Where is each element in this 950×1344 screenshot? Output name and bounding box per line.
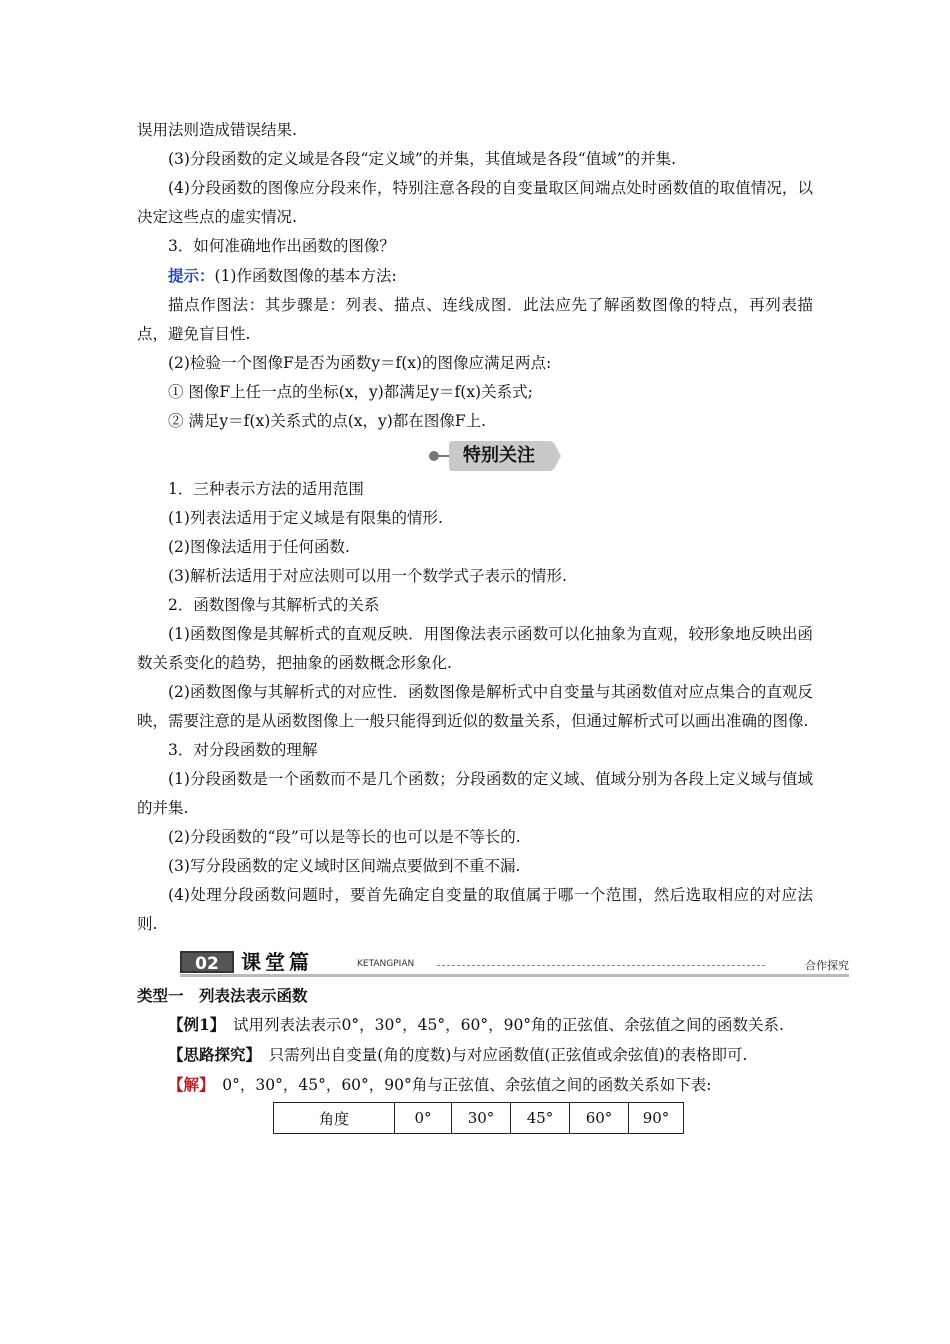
paragraph: (1)函数图像是其解析式的直观反映．用图像法表示函数可以化抽象为直观，较形象地反映出函数关系变化的趋势，把抽象的函数概念形象化. xyxy=(137,625,813,672)
paragraph: (3)写分段函数的定义域时区间端点要做到不重不漏. xyxy=(168,857,521,875)
table-header-cell: 45° xyxy=(511,1103,570,1134)
section-pinyin: KETANGPIAN xyxy=(357,959,415,969)
paragraph: (2)分段函数的“段”可以是等长的也可以是不等长的. xyxy=(168,828,521,846)
section-header-ketangpian xyxy=(137,947,849,977)
section-right-label: 合作探究 xyxy=(805,959,849,972)
example-label: 【例1】 xyxy=(168,1015,218,1034)
paragraph: 描点作图法：其步骤是：列表、描点、连线成图．此法应先了解函数图像的特点，再列表描点，避免盲目性. xyxy=(137,296,813,343)
paragraph: (4)处理分段函数问题时，要首先确定自变量的取值属于哪一个范围，然后选取相应的对应法则. xyxy=(137,886,813,933)
table-header-cell: 60° xyxy=(570,1103,629,1134)
solution-text: 0°，30°，45°，60°，90°角与正弦值、余弦值之间的函数关系如下表: xyxy=(206,1076,712,1094)
idea-paragraph xyxy=(137,1040,813,1070)
subheading: 1．三种表示方法的适用范围 xyxy=(168,480,364,498)
paragraph: (4)分段函数的图像应分段来作，特别注意各段的自变量取区间端点处时函数值的取值情况，以决定这些点的虚实情况. xyxy=(137,179,813,226)
question-heading: 3．如何准确地作出函数的图像？ xyxy=(168,237,395,255)
table-header-cell: 0° xyxy=(395,1103,452,1134)
example-paragraph xyxy=(137,1010,813,1040)
hint-paragraph xyxy=(137,261,813,291)
banner-line xyxy=(435,455,449,457)
angle-table xyxy=(273,1102,684,1134)
document-page xyxy=(137,116,849,1134)
subheading: 3．对分段函数的理解 xyxy=(168,741,318,759)
table-header-cell: 角度 xyxy=(274,1103,395,1134)
paragraph: ① 图像F上任一点的坐标(x，y)都满足y＝f(x)关系式; xyxy=(168,383,533,401)
paragraph: (2)检验一个图像F是否为函数y＝f(x)的图像应满足两点: xyxy=(168,354,552,372)
paragraph: 误用法则造成错误结果. xyxy=(137,121,297,139)
table-header-cell: 90° xyxy=(629,1103,684,1134)
banner-title: 特别关注 xyxy=(449,441,553,471)
paragraph: (2)函数图像与其解析式的对应性．函数图像是解析式中自变量与其函数值对应点集合的直观反映，需要注意的是从函数图像上一般只能得到近似的数量关系，但通过解析式可以画出准确的图像. xyxy=(137,683,813,730)
type-heading: 类型一 列表法表示函数 xyxy=(137,986,308,1005)
paragraph: ② 满足y＝f(x)关系式的点(x，y)都在图像F上. xyxy=(168,412,487,430)
table-header-cell: 30° xyxy=(452,1103,511,1134)
hint-text: (1)作函数图像的基本方法: xyxy=(214,267,397,285)
solution-label: 【解】 xyxy=(168,1075,207,1094)
hint-label: 提示： xyxy=(168,266,215,285)
subheading: 2．函数图像与其解析式的关系 xyxy=(168,596,380,614)
idea-text: 只需列出自变量(角的度数)与对应函数值(正弦值或余弦值)的表格即可. xyxy=(253,1046,748,1064)
section-number-badge: 02 xyxy=(180,951,234,973)
paragraph: (3)解析法适用于对应法则可以用一个数学式子表示的情形. xyxy=(168,567,567,585)
table-row xyxy=(274,1103,684,1134)
section-title: 课堂篇 xyxy=(241,950,313,974)
paragraph: (2)图像法适用于任何函数. xyxy=(168,538,350,556)
example-text: 试用列表法表示0°，30°，45°，60°，90°角的正弦值、余弦值之间的函数关系. xyxy=(217,1016,784,1034)
section-underline xyxy=(180,974,849,977)
paragraph: (1)列表法适用于定义域是有限集的情形. xyxy=(168,509,443,527)
idea-label: 【思路探究】 xyxy=(168,1045,254,1064)
special-attention-banner xyxy=(137,439,813,473)
solution-paragraph xyxy=(137,1070,813,1100)
section-dash-line xyxy=(437,965,765,966)
paragraph: (3)分段函数的定义域是各段“定义域”的并集，其值域是各段“值域”的并集. xyxy=(168,150,677,168)
paragraph: (1)分段函数是一个函数而不是几个函数；分段函数的定义域、值域分别为各段上定义域与值域的并集. xyxy=(137,770,813,817)
